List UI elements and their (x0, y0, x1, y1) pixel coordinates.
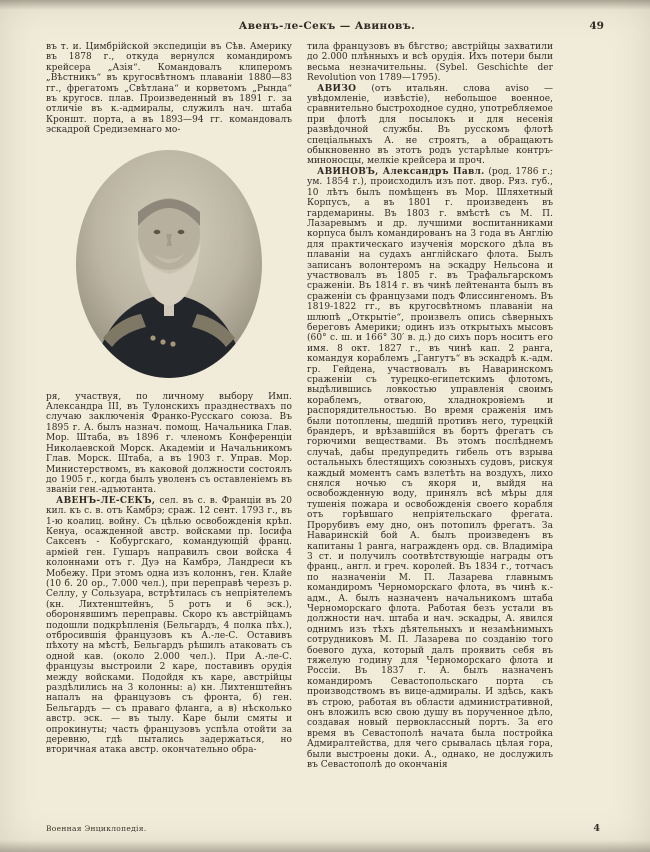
page-number: 49 (589, 20, 604, 32)
naval-officer-portrait-photo (69, 142, 269, 386)
entry-avizo-text: (отъ итальян. слова aviso — увѣдомленіе, извѣстіе), небольшое военное, сравнительно быстроходное судно, употребляемое при флотѣ для посылокъ и для несенія развѣдочной службы. Въ русскомъ флотѣ спеціальныхъ А. не строятъ, а обращаютъ обыкновенно въ этотъ родъ устарѣлые контръ-миноносцы, мелкіе крейсера и проч. (307, 83, 553, 167)
page-footer (0, 823, 650, 834)
page-header (0, 0, 650, 38)
running-title: Авенъ-ле-Секъ — Авиновъ. (238, 20, 416, 32)
entry-avinov-text: (род. 1786 г.; ум. 1854 г.), происходилъ изъ пот. двор. Ряз. губ., 10 лѣтъ былъ помѣщенъ въ Мор. Шляхетный Корпусъ, а въ 1801 г. произведенъ въ гардемарины. Въ 1803 г. вмѣстѣ съ М. П. Лазаревымъ и др. лучшими воспитанниками корпуса былъ командированъ на 3 года въ Англію для практическаго изученія морского дѣла въ плаваніи на судахъ англійскаго флота. Былъ записанъ волонтеромъ на эскадру Нельсона и участвовалъ въ 1805 г. въ Трафальгарскомъ сраженіи. Въ 1814 г. въ чинѣ лейтенанта былъ въ сраженіи съ французами подъ Флиссингеномъ. Въ 1819-1822 гг., въ кругосвѣтномъ плаваніи на шлюпѣ „Открытіе“, произвелъ опись сѣверныхъ береговъ Америки; одинъ изъ открытыхъ мысовъ (60° с. ш. и 166° 30′ в. д.) до сихъ поръ носитъ его имя. 8 окт. 1827 г., въ чинѣ кап. 2 ранга, командуя кораблемъ „Гангутъ“ въ эскадрѣ к.-адм. гр. Гейдена, участвовалъ въ Наваринскомъ сраженіи съ турецко-египетскимъ флотомъ, выдѣлившись ловкостью управленія своимъ кораблемъ, отвагою, хладнокровіемъ и распорядительностью. Во время сраженія имъ были потоплены, шедшій противъ него, турецкій брандеръ, и врѣзавшійся въ бортъ фрегатъ съ горючими веществами. Въ этомъ послѣднемъ случаѣ, дабы предупредить гибель отъ взрыва остальныхъ блестящихъ союзныхъ судовъ, рискуя каждый моментъ самъ взлетѣть на воздухъ, лихо снялся ночью съ якоря и, выйдя на освобожденную воду, принялъ всѣ мѣры для тушенія пожара и освобожденія своего корабля отъ горѣвшаго непріятельскаго фрегата. Прорубивъ ему дно, онъ потопилъ фрегатъ. За Наваринскій бой А. былъ произведенъ въ капитаны 1 ранга, награжденъ орд. св. Владиміра 3 ст. и получилъ соотвѣтствующіе награды отъ франц., англ. и греч. королей. Въ 1834 г., тотчасъ по назначеніи М. П. Лазарева главнымъ командиромъ Черноморскаго флота, въ чинѣ к.-адм., А. былъ назначенъ начальникомъ штаба Черноморскаго флота. Работая безъ устали въ должности нач. штаба и нач. эскадры, А. явился однимъ изъ тѣхъ дѣятельныхъ и незамѣнимыхъ сотрудниковъ М. П. Лазарева по созданію того боевого духа, который далъ проявить себя въ тяжелую годину для Черноморскаго флота и Россіи. Въ 1837 г. А. былъ назначенъ командиромъ Севастопольскаго порта съ производствомъ въ вице-адмиралы. И здѣсь, какъ въ строю, работая въ области административной, онъ вложилъ всю свою душу въ порученное дѣло, создавая новый первоклассный портъ. За его время въ Севастополѣ начата была постройка Адмиралтейства, для чего срывалась цѣлая гора, были выстроены доки. А., однако, не дослужилъ въ Севастополѣ до окончанія (307, 166, 553, 771)
entry-aven-le-sec-text: сел. въ с. в. Франціи въ 20 кил. къ с. в. отъ Камбрэ; сраж. 12 сент. 1793 г., въ 1-ю коалиц. войну. Съ цѣлью освобожденія крѣп. Кенуа, осажденной австр. войсками пр. Іосифа Саксенъ - Кобургскаго, командующій франц. арміей ген. Гушаръ направилъ свои войска 4 колоннами отъ г. Дуэ на Камбрэ, Ландреси къ Мобежу. При этомъ одна изъ колоннъ, ген. Клайе (10 б. 20 ор., 7.000 чел.), при переправѣ черезъ р. Селлу, у Сользуара, встрѣтилась съ непріятелемъ (кн. Лихтенштейнъ, 5 ротъ и 6 эск.), оборонявшимъ переправы. Скоро къ австрійцамъ подошли подкрѣпленія (Бельгардъ, 4 полка пѣх.), отбросившія французовъ къ А.-ле-С. Оставивъ пѣхоту на мѣстѣ, Бельгардъ рѣшилъ атаковать съ одной кав. (около 2.000 чел.). При А.-ле-С. французы выстроили 2 каре, поставивъ орудія между войсками. Подойдя къ каре, австрійцы раздѣлились на 3 колонны: а) кн. Лихтенштейнъ напалъ на французовъ съ фронта, б) ген. Бельгардъ — съ праваго фланга, а в) нѣсколько австр. эск. — въ тылу. Каре были смяты и опрокинуты; часть французовъ успѣла отойти за деревню, гдѣ пытались задержаться, но вторичная атака австр. окончательно обра- (46, 495, 292, 756)
text-columns (0, 38, 650, 818)
entry-avizo (307, 84, 553, 167)
paragraph-continuation-right: тила французовъ въ бѣгство; австрійцы захватили до 2.000 плѣнныхъ и всѣ орудія. Ихъ потери были весьма незначительны. (Sybel. Geschichte der Revolution von 1789—1795). (307, 42, 553, 84)
entry-aven-le-sec-title: АВЕНЪ-ЛЕ-СЕКЪ, (56, 495, 156, 506)
paragraph-continuation-top: въ т. и. Цимбрійской экспедиціи въ Сѣв. Америку въ 1878 г., откуда вернулся командиромъ крейсера „Азія“. Командовалъ клиперомъ „Вѣстникъ“ въ кругосвѣтномъ плаваніи 1880—83 гг., фрегатомъ „Свѣтлана“ и корветомъ „Рында“ въ кругосв. плав. Произведенный въ 1891 г. за отличіе въ к.-адмиралы, служилъ нач. штаба Кроншт. порта, а въ 1893—94 гг. командовалъ эскадрой Средиземнаго мо- (46, 42, 292, 136)
entry-avinov (307, 167, 553, 771)
entry-avizo-title: АВИЗО (317, 83, 357, 94)
entry-aven-le-sec (46, 496, 292, 756)
left-column (46, 42, 292, 818)
signature-mark: 4 (593, 823, 600, 834)
entry-avinov-title: АВИНОВЪ, Александръ Павл. (317, 166, 485, 177)
imprint-label: Военная Энциклопедія. (46, 824, 147, 833)
portrait-illustration (69, 142, 269, 386)
paragraph-continuation-bottom: ря, участвуя, по личному выбору Имп. Александра III, въ Тулонскихъ празднествахъ по случаю заключенія Франко-Русскаго союза. Въ 1895 г. А. былъ назнач. помощ. Начальника Глав. Мор. Штаба, въ 1896 г. членомъ Конференціи Николаевской Морск. Академіи и Начальникомъ Глав. Морск. Штаба, а въ 1903 г. Управ. Мор. Министерствомъ, въ каковой должности состоялъ до 1905 г., когда былъ уволенъ съ оставленіемъ въ званіи ген.-адъютанта. (46, 391, 292, 496)
right-column (307, 42, 553, 818)
